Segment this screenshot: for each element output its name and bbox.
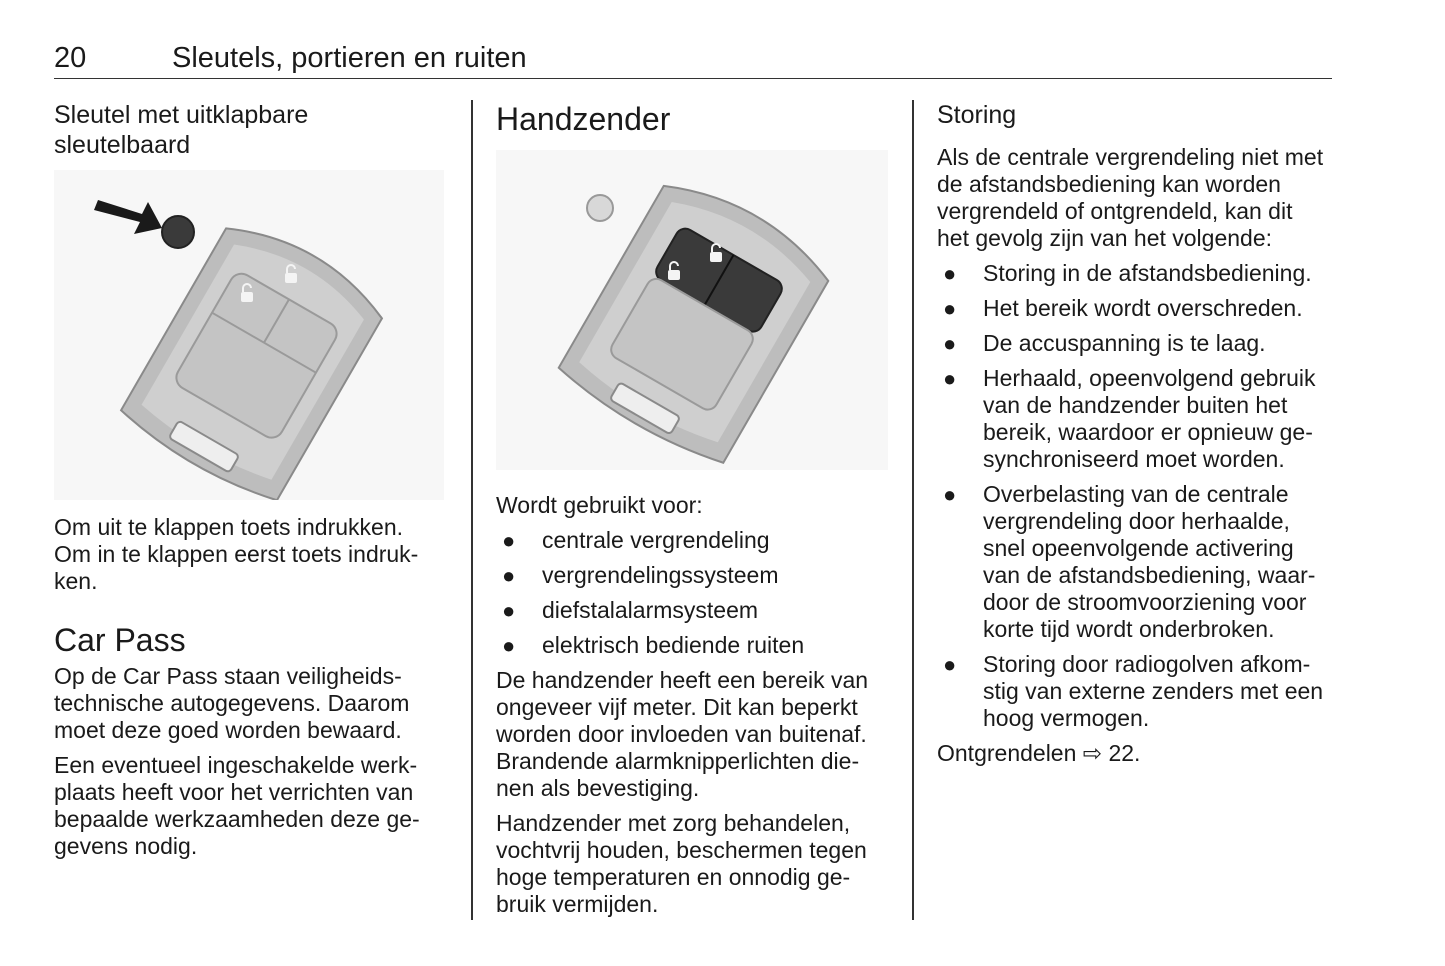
car-pass-paragraph-2: Een eventueel ingeschakelde werk- plaats heeft voor het verrichten van bepaalde werkzaamheden deze ge- gevens nodig.	[54, 752, 420, 859]
storing-heading: Storing	[937, 101, 1017, 129]
page-number: 20	[54, 42, 87, 74]
section-title-folding-key: Sleutel met uitklapbare sleutelbaard	[54, 101, 309, 159]
folding-key-caption: Om uit te klappen toets indrukken. Om in te klappen eerst toets indruk- ken.	[54, 514, 419, 594]
release-button	[587, 195, 613, 221]
column-divider	[471, 100, 473, 920]
page-header	[54, 40, 1332, 79]
xref-label: Ontgrendelen	[937, 740, 1077, 766]
xref-page: 22.	[1108, 740, 1141, 766]
storing-intro: Als de centrale vergrendeling niet met de afstandsbediening kan worden vergrendeld of ontgrendeld, kan dit het gevolg zijn van het volgende:	[937, 144, 1324, 251]
column-right	[937, 100, 1337, 767]
storing-causes-list	[937, 260, 1337, 732]
column-divider	[912, 100, 914, 920]
column-middle	[496, 100, 894, 918]
list-item: ● Overbelasting van de centrale vergrendeling door herhaalde, snel opeenvolgende activering van de afstandsbediening, waar- door de stroomvoorziening voor korte tijd wordt onderbroken.	[943, 481, 1316, 642]
folding-key-illustration	[54, 170, 444, 500]
range-paragraph: De handzender heeft een bereik van ongeveer vijf meter. Dit kan beperkt worden door invloeden van buitenaf. Brandende alarmknipperlichten die- nen als bevestiging.	[496, 667, 869, 801]
list-item: ● elektrisch bediende ruiten	[502, 632, 805, 658]
list-item: ● Storing door radiogolven afkom- stig van externe zenders met een hoog vermogen.	[943, 651, 1324, 731]
remote-key-illustration	[496, 150, 888, 470]
car-pass-heading: Car Pass	[54, 622, 186, 658]
list-item: ● centrale vergrendeling	[502, 527, 770, 553]
cross-reference[interactable]	[937, 740, 1337, 767]
list-item: ● Storing in de afstandsbediening.	[943, 260, 1312, 286]
handzender-heading: Handzender	[496, 101, 671, 137]
used-for-label: Wordt gebruikt voor:	[496, 492, 703, 518]
list-item: ● Herhaald, opeenvolgend gebruik van de handzender buiten het bereik, waardoor er opnieuw ge- synchroniseerd moet worden.	[943, 365, 1316, 472]
arrow-right-icon: ⇨	[1082, 740, 1103, 766]
used-for-list	[496, 527, 894, 659]
care-paragraph: Handzender met zorg behandelen, vochtvrij houden, beschermen tegen hoge temperaturen en onnodig ge- bruik vermijden.	[496, 810, 867, 917]
chapter-title: Sleutels, portieren en ruiten	[172, 42, 527, 74]
list-item: ● Het bereik wordt overschreden.	[943, 295, 1303, 321]
release-button	[162, 216, 194, 248]
car-pass-paragraph-1: Op de Car Pass staan veiligheids- technische autogegevens. Daarom moet deze goed worden bewaard.	[54, 663, 410, 743]
column-left	[54, 100, 444, 860]
list-item: ● vergrendelingssysteem	[502, 562, 779, 588]
list-item: ● De accuspanning is te laag.	[943, 330, 1266, 356]
list-item: ● diefstalalarmsysteem	[502, 597, 759, 623]
